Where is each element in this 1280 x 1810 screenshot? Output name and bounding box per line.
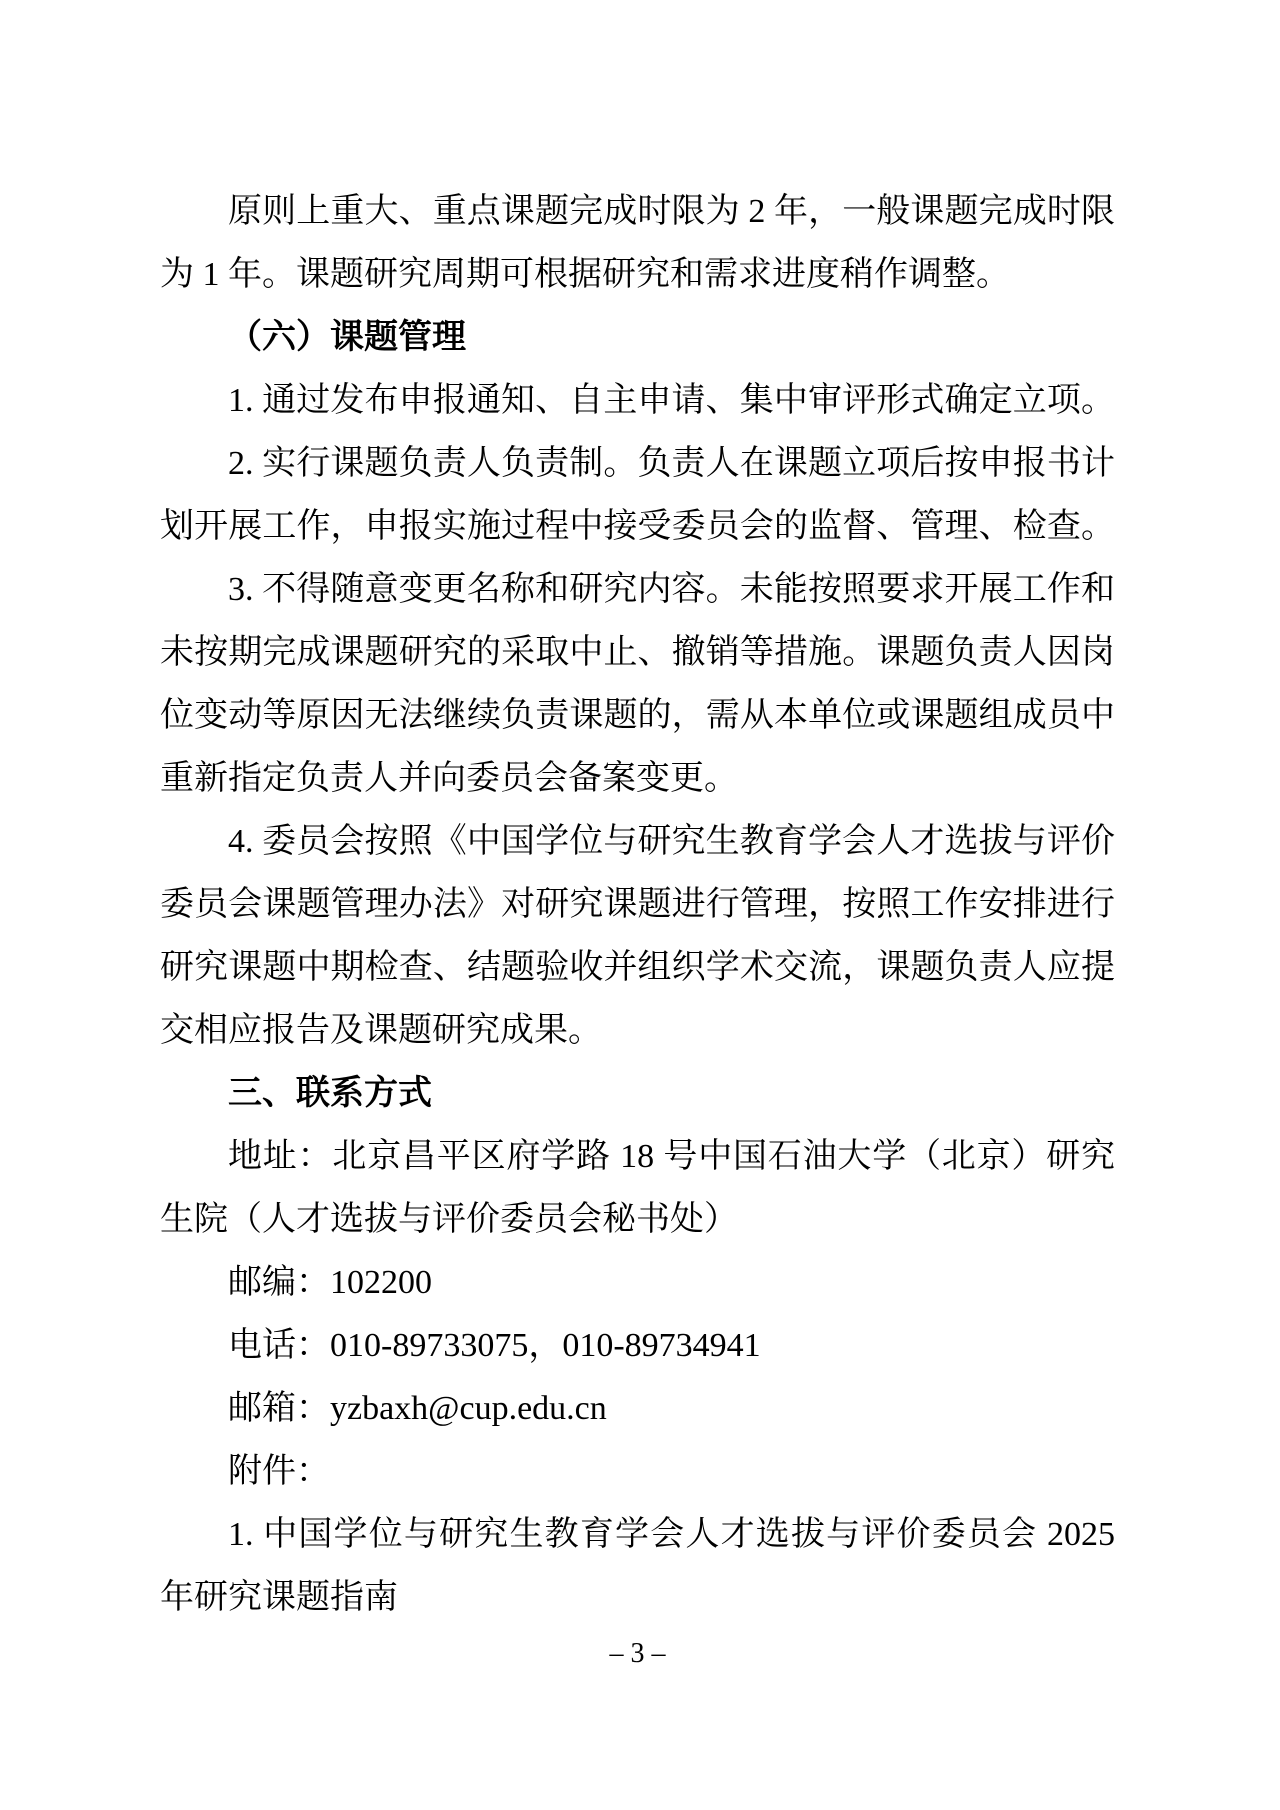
paragraph-line-attachment-item: 1. 中国学位与研究生教育学会人才选拔与评价委员会 2025 — [228, 1516, 1115, 1553]
section-heading-contact-info: 三、联系方式 — [228, 1074, 432, 1112]
document-body — [160, 180, 1115, 1629]
paragraph-line-postcode: 邮编：102200 — [228, 1264, 432, 1301]
paragraph-line-address: 生院（人才选拔与评价委员会秘书处） — [160, 1201, 738, 1238]
paragraph-line: 交相应报告及课题研究成果。 — [160, 1012, 602, 1049]
paragraph-line: 委员会课题管理办法》对研究课题进行管理，按照工作安排进行 — [160, 886, 1115, 923]
paragraph-line: 重新指定负责人并向委员会备案变更。 — [160, 760, 738, 797]
page-number: – 3 – — [609, 1638, 666, 1669]
paragraph-line: 划开展工作，申报实施过程中接受委员会的监督、管理、检查。 — [160, 508, 1115, 545]
paragraph-line: 2. 实行课题负责人负责制。负责人在课题立项后按申报书计 — [228, 445, 1115, 482]
paragraph-line-attachment-label: 附件： — [228, 1453, 330, 1490]
paragraph-line-email: 邮箱：yzbaxh@cup.edu.cn — [228, 1390, 607, 1427]
section-heading-topic-management: （六）课题管理 — [228, 318, 466, 356]
paragraph-line: 4. 委员会按照《中国学位与研究生教育学会人才选拔与评价 — [228, 823, 1115, 860]
paragraph-line: 原则上重大、重点课题完成时限为 2 年，一般课题完成时限 — [228, 193, 1115, 230]
paragraph-line: 1. 通过发布申报通知、自主申请、集中审评形式确定立项。 — [228, 382, 1115, 419]
paragraph-line-attachment-item: 年研究课题指南 — [160, 1579, 398, 1616]
paragraph-line: 未按期完成课题研究的采取中止、撤销等措施。课题负责人因岗 — [160, 634, 1115, 671]
paragraph-line-phone: 电话：010-89733075，010-89734941 — [228, 1327, 761, 1364]
paragraph-line: 为 1 年。课题研究周期可根据研究和需求进度稍作调整。 — [160, 256, 1010, 293]
paragraph-line-address: 地址：北京昌平区府学路 18 号中国石油大学（北京）研究 — [228, 1138, 1115, 1175]
paragraph-line: 3. 不得随意变更名称和研究内容。未能按照要求开展工作和 — [228, 571, 1115, 608]
paragraph-line: 位变动等原因无法继续负责课题的，需从本单位或课题组成员中 — [160, 697, 1115, 734]
paragraph-line: 研究课题中期检查、结题验收并组织学术交流，课题负责人应提 — [160, 949, 1115, 986]
